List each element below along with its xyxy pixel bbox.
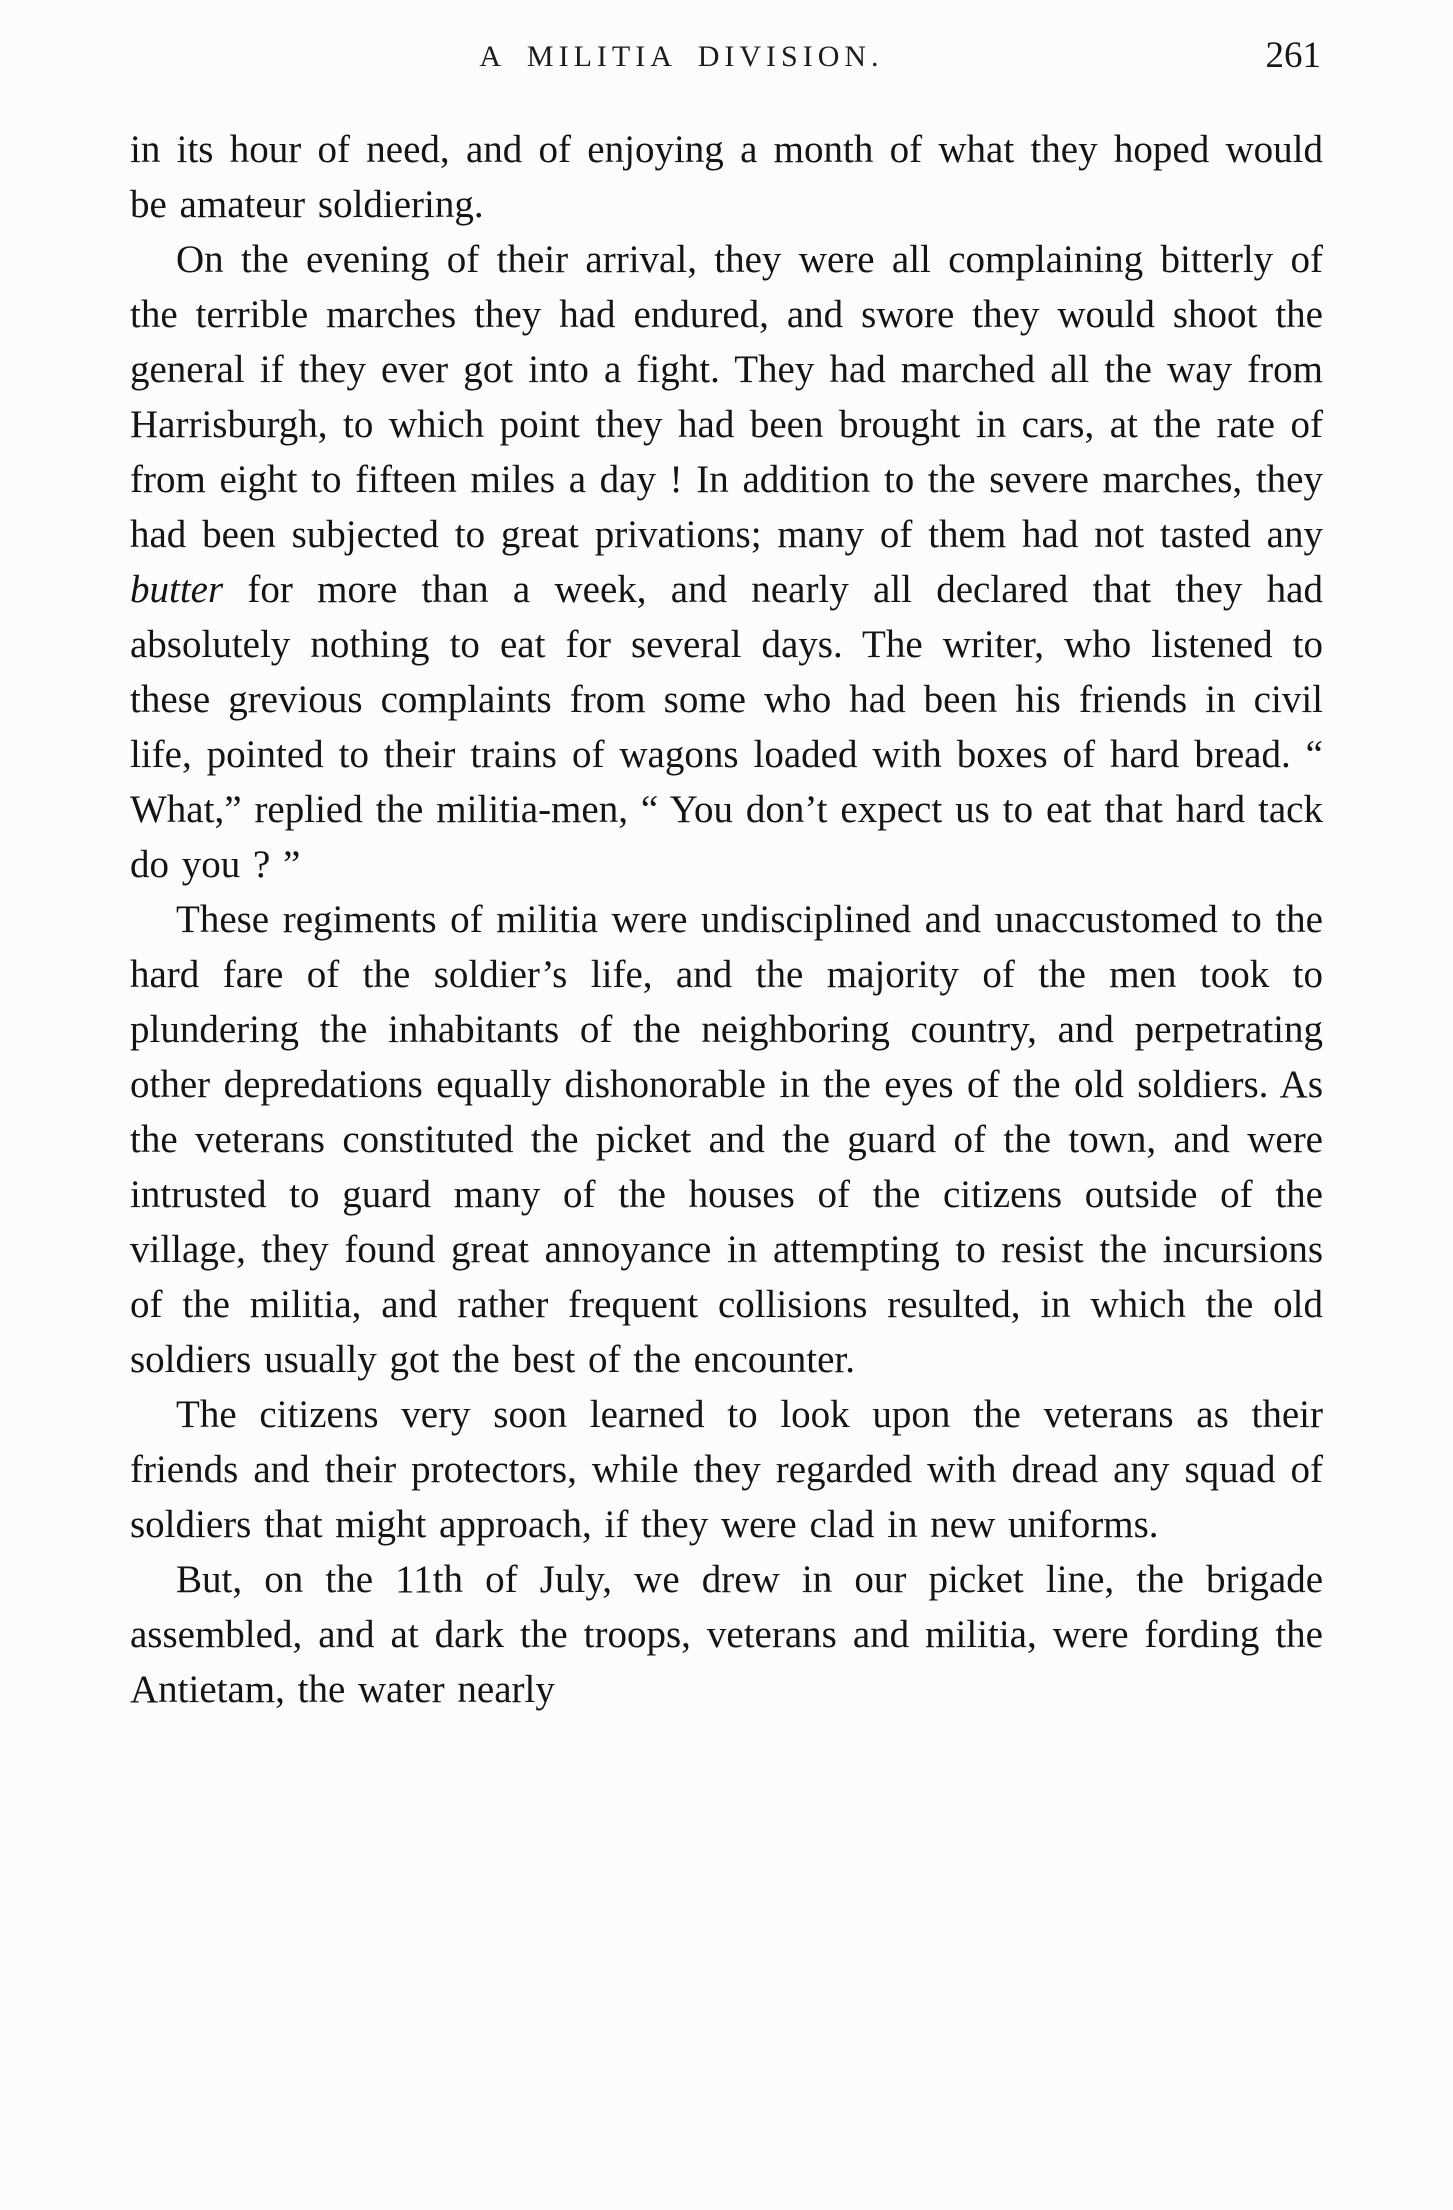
text-run: These regiments of militia were undisciplined and unaccustomed to the hard fare of the soldier’s life, and the majority of the men took to plundering the inhabitants of the neighboring country, and perpetrating other depredations equally dishonorable in the eyes of the old soldiers. As the veterans constituted the picket and the guard of the town, and were intrusted to guard many of the houses of the citizens outside of the village, they found great annoyance in attempting to resist the incursions of the militia, and rather frequent collisions resulted, in which the old soldiers usually got the best of the encounter. bbox=[130, 898, 1323, 1381]
text-run: But, on the 11th of July, we drew in our picket line, the brigade assembled, and at dark the troops, veterans and militia, were fording the Antietam, the water nearly bbox=[130, 1558, 1323, 1711]
body-text bbox=[130, 122, 1323, 1717]
italic-text: butter bbox=[130, 568, 224, 611]
page-number: 261 bbox=[1265, 35, 1321, 76]
running-title: A MILITIA DIVISION. bbox=[479, 40, 884, 73]
paragraph bbox=[130, 122, 1323, 232]
paragraph bbox=[130, 1552, 1323, 1717]
running-head bbox=[130, 34, 1323, 92]
text-run: in its hour of need, and of enjoying a month of what they hoped would be amateur soldiering. bbox=[130, 128, 1323, 226]
paragraph bbox=[130, 1387, 1323, 1552]
text-run: The citizens very soon learned to look upon the veterans as their friends and their protectors, while they regarded with dread any squad of soldiers that might approach, if they were clad in new uniforms. bbox=[130, 1393, 1323, 1546]
text-run: On the evening of their arrival, they were all complaining bitterly of the terrible marches they had endured, and swore they would shoot the general if they ever got into a fight. They had marched all the way from Harrisburgh, to which point they had been brought in cars, at the rate of from eight to fifteen miles a day ! In addition to the severe marches, they had been subjected to great privations; many of them had not tasted any bbox=[130, 238, 1323, 556]
text-run: for more than a week, and nearly all declared that they had absolutely nothing to eat for several days. The writer, who listened to these grevious complaints from some who had been his friends in civil life, pointed to their trains of wagons loaded with boxes of hard bread. “ What,” replied the militia-men, “ You don’t expect us to eat that hard tack do you ? ” bbox=[130, 568, 1323, 886]
paragraph bbox=[130, 232, 1323, 892]
paragraph bbox=[130, 892, 1323, 1387]
